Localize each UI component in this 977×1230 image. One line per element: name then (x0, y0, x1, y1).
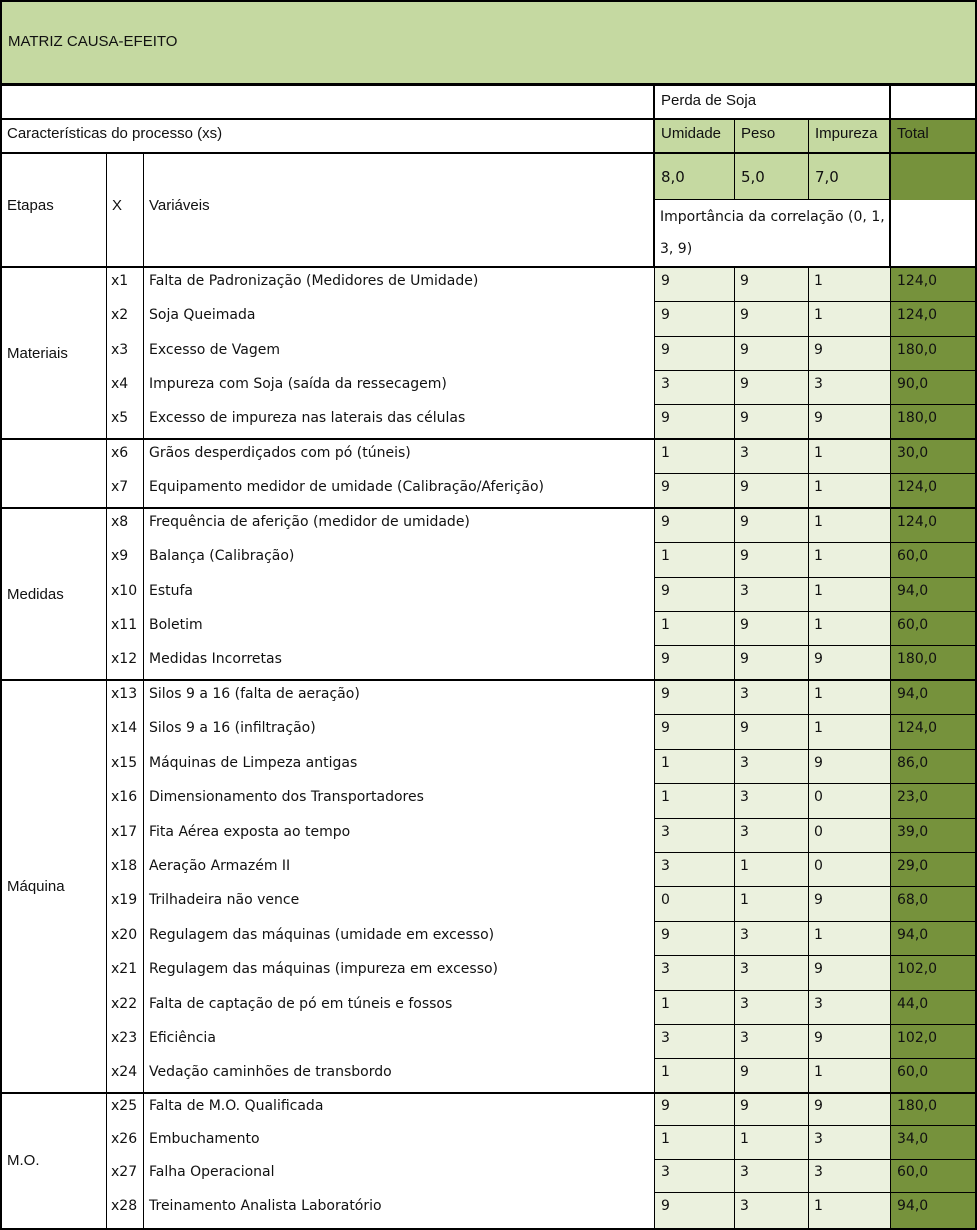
impureza-value: 9 (814, 342, 823, 358)
umidade-column-header: Umidade (661, 125, 722, 142)
peso-value: 9 (740, 410, 749, 426)
total-value: 124,0 (897, 307, 938, 323)
impureza-value: 9 (814, 410, 823, 426)
row-separator (654, 955, 975, 956)
table-left-border (0, 84, 2, 1230)
variable-id: x20 (111, 927, 138, 943)
x-column-line (106, 267, 107, 1228)
row-separator (654, 473, 975, 474)
total-value: 23,0 (897, 789, 929, 805)
impureza-value: 1 (814, 686, 823, 702)
variable-name: Dimensionamento dos Transportadores (149, 789, 424, 805)
group-separator (0, 1092, 977, 1094)
umidade-value: 1 (661, 789, 670, 805)
peso-value: 3 (740, 1198, 749, 1214)
row-separator (654, 783, 975, 784)
row-separator (654, 1024, 975, 1025)
umidade-value: 3 (661, 824, 670, 840)
row-separator (654, 336, 975, 337)
peso-value: 3 (740, 824, 749, 840)
table-top-border (0, 84, 977, 86)
umidade-value: 9 (661, 307, 670, 323)
total-value: 94,0 (897, 927, 929, 943)
variaveis-label: Variáveis (149, 197, 210, 214)
row-separator (654, 1125, 975, 1126)
row-separator (654, 577, 975, 578)
variable-name: Treinamento Analista Laboratório (149, 1198, 382, 1214)
impureza-value: 9 (814, 1030, 823, 1046)
impureza-value: 1 (814, 273, 823, 289)
impureza-left-line (808, 267, 809, 1228)
umidade-value: 9 (661, 514, 670, 530)
peso-value: 3 (740, 961, 749, 977)
variable-name: Frequência de aferição (medidor de umidade) (149, 514, 470, 530)
peso-value: 9 (740, 720, 749, 736)
row-separator (654, 852, 975, 853)
row-separator (654, 404, 975, 405)
variable-id: x11 (111, 617, 138, 633)
variable-id: x28 (111, 1198, 138, 1214)
perda-de-soja-label: Perda de Soja (661, 92, 757, 109)
row-separator (654, 921, 975, 922)
peso-value: 3 (740, 686, 749, 702)
umidade-value: 9 (661, 651, 670, 667)
header-line-3 (0, 152, 977, 154)
x-column-header-line (106, 153, 107, 267)
matrix-title: MATRIZ CAUSA-EFEITO (0, 0, 977, 85)
variable-id: x23 (111, 1030, 138, 1046)
total-value: 124,0 (897, 479, 938, 495)
impureza-value: 9 (814, 755, 823, 771)
process-characteristics-label: Características do processo (xs) (7, 125, 223, 142)
row-separator (654, 1192, 975, 1193)
peso-value: 9 (740, 1098, 749, 1114)
row-separator (654, 749, 975, 750)
total-value: 102,0 (897, 961, 938, 977)
impureza-value: 1 (814, 1198, 823, 1214)
impureza-value: 1 (814, 445, 823, 461)
umidade-value: 1 (661, 548, 670, 564)
values-left-header-line (653, 85, 655, 267)
row-separator (654, 542, 975, 543)
umidade-value: 9 (661, 1098, 670, 1114)
total-value: 180,0 (897, 342, 938, 358)
peso-value: 3 (740, 755, 749, 771)
umidade-value: 9 (661, 479, 670, 495)
variable-name: Falta de captação de pó em túneis e fossos (149, 996, 453, 1012)
row-separator (654, 714, 975, 715)
row-separator (654, 1058, 975, 1059)
peso-value: 3 (740, 583, 749, 599)
impureza-value: 1 (814, 583, 823, 599)
variable-id: x9 (111, 548, 129, 564)
variable-name: Boletim (149, 617, 203, 633)
impureza-weight: 7,0 (815, 168, 839, 186)
variable-name: Eficiência (149, 1030, 216, 1046)
umidade-value: 1 (661, 617, 670, 633)
peso-value: 9 (740, 651, 749, 667)
header-line-2 (0, 118, 977, 120)
umidade-value: 0 (661, 892, 670, 908)
peso-left-header-line (734, 119, 735, 200)
total-value: 60,0 (897, 1164, 929, 1180)
peso-value: 3 (740, 1164, 749, 1180)
peso-value: 9 (740, 273, 749, 289)
impureza-value: 3 (814, 1131, 823, 1147)
umidade-value: 9 (661, 410, 670, 426)
peso-column-header: Peso (741, 125, 776, 142)
total-value: 86,0 (897, 755, 929, 771)
group-separator (0, 438, 977, 440)
values-left-line (654, 267, 655, 1228)
peso-value: 3 (740, 996, 749, 1012)
variable-id: x18 (111, 858, 138, 874)
total-value: 94,0 (897, 583, 929, 599)
variable-name: Balança (Calibração) (149, 548, 295, 564)
peso-value: 9 (740, 548, 749, 564)
group-label-4: M.O. (7, 1152, 40, 1169)
total-value: 180,0 (897, 651, 938, 667)
group-label-2: Medidas (7, 585, 64, 603)
var-column-header-line (143, 153, 144, 267)
umidade-value: 3 (661, 1164, 670, 1180)
impureza-value: 9 (814, 651, 823, 667)
variable-name: Excesso de impureza nas laterais das células (149, 410, 466, 426)
x-label: X (112, 197, 123, 214)
variable-id: x14 (111, 720, 138, 736)
variable-name: Impureza com Soja (saída da ressecagem) (149, 376, 447, 392)
total-value: 102,0 (897, 1030, 938, 1046)
variable-name: Silos 9 a 16 (falta de aeração) (149, 686, 360, 702)
total-value: 94,0 (897, 686, 929, 702)
peso-value: 9 (740, 1064, 749, 1080)
umidade-weight: 8,0 (661, 168, 685, 186)
variable-name: Equipamento medidor de umidade (Calibração/Aferição) (149, 479, 544, 495)
variable-id: x6 (111, 445, 129, 461)
var-column-line (143, 267, 144, 1228)
total-value: 34,0 (897, 1131, 929, 1147)
variable-id: x13 (111, 686, 138, 702)
umidade-value: 9 (661, 583, 670, 599)
total-value: 124,0 (897, 514, 938, 530)
group-label-1 (7, 439, 103, 508)
variable-id: x2 (111, 307, 129, 323)
header-line-4 (654, 199, 890, 200)
impureza-value: 3 (814, 996, 823, 1012)
impureza-value: 3 (814, 1164, 823, 1180)
group-label-3: Máquina (7, 878, 65, 895)
total-value: 30,0 (897, 445, 929, 461)
peso-value: 3 (740, 445, 749, 461)
variable-id: x25 (111, 1098, 138, 1114)
peso-value: 1 (740, 892, 749, 908)
impureza-column-header: Impureza (815, 125, 878, 142)
variable-name: Regulagem das máquinas (umidade em excesso) (149, 927, 495, 943)
impureza-value: 1 (814, 927, 823, 943)
peso-value: 9 (740, 376, 749, 392)
variable-id: x7 (111, 479, 129, 495)
group-label-0: Materiais (7, 344, 68, 362)
importance-note: Importância da correlação (0, 1, 3, 9) (660, 209, 885, 257)
impureza-value: 1 (814, 307, 823, 323)
impureza-value: 9 (814, 892, 823, 908)
peso-value: 3 (740, 789, 749, 805)
variable-name: Grãos desperdiçados com pó (túneis) (149, 445, 411, 461)
row-separator (654, 301, 975, 302)
impureza-left-header-line (808, 119, 809, 200)
variable-id: x12 (111, 651, 138, 667)
variable-id: x19 (111, 892, 138, 908)
variable-name: Medidas Incorretas (149, 651, 282, 667)
group-separator (0, 507, 977, 509)
umidade-value: 3 (661, 1030, 670, 1046)
peso-value: 9 (740, 617, 749, 633)
variable-name: Vedação caminhões de transbordo (149, 1064, 392, 1080)
impureza-value: 0 (814, 858, 823, 874)
total-value: 180,0 (897, 410, 938, 426)
variable-id: x27 (111, 1164, 138, 1180)
peso-value: 1 (740, 858, 749, 874)
variable-id: x8 (111, 514, 129, 530)
total-left-line (890, 267, 891, 1228)
variable-name: Aeração Armazém II (149, 858, 291, 874)
variable-name: Soja Queimada (149, 307, 256, 323)
total-value: 124,0 (897, 273, 938, 289)
row-separator (654, 990, 975, 991)
total-value: 90,0 (897, 376, 929, 392)
total-value: 60,0 (897, 1064, 929, 1080)
variable-name: Falha Operacional (149, 1164, 275, 1180)
umidade-value: 9 (661, 273, 670, 289)
total-value: 60,0 (897, 617, 929, 633)
peso-value: 9 (740, 479, 749, 495)
impureza-value: 1 (814, 548, 823, 564)
variable-id: x5 (111, 410, 129, 426)
peso-value: 9 (740, 514, 749, 530)
group-separator (0, 679, 977, 681)
umidade-value: 3 (661, 858, 670, 874)
row-separator (654, 611, 975, 612)
etapas-label: Etapas (7, 197, 54, 214)
impureza-value: 0 (814, 789, 823, 805)
peso-left-line (734, 267, 735, 1228)
total-value: 124,0 (897, 720, 938, 736)
impureza-value: 1 (814, 479, 823, 495)
umidade-value: 9 (661, 342, 670, 358)
total-column-header: Total (897, 125, 929, 142)
total-value: 39,0 (897, 824, 929, 840)
variable-name: Falta de M.O. Qualificada (149, 1098, 324, 1114)
umidade-value: 1 (661, 445, 670, 461)
impureza-value: 3 (814, 376, 823, 392)
total-value: 60,0 (897, 548, 929, 564)
peso-value: 9 (740, 342, 749, 358)
variable-id: x3 (111, 342, 129, 358)
umidade-value: 9 (661, 927, 670, 943)
total-value: 44,0 (897, 996, 929, 1012)
umidade-value: 3 (661, 961, 670, 977)
variable-name: Embuchamento (149, 1131, 260, 1147)
umidade-value: 1 (661, 1064, 670, 1080)
umidade-value: 9 (661, 686, 670, 702)
variable-name: Fita Aérea exposta ao tempo (149, 824, 351, 840)
impureza-value: 1 (814, 720, 823, 736)
variable-id: x10 (111, 583, 138, 599)
peso-value: 3 (740, 1030, 749, 1046)
row-separator (654, 818, 975, 819)
umidade-value: 1 (661, 755, 670, 771)
variable-name: Excesso de Vagem (149, 342, 280, 358)
peso-value: 9 (740, 307, 749, 323)
header-bottom-line (0, 266, 977, 268)
variable-id: x1 (111, 273, 129, 289)
variable-name: Máquinas de Limpeza antigas (149, 755, 358, 771)
peso-weight: 5,0 (741, 168, 765, 186)
impureza-value: 9 (814, 1098, 823, 1114)
row-separator (654, 370, 975, 371)
variable-id: x26 (111, 1131, 138, 1147)
variable-id: x4 (111, 376, 129, 392)
peso-value: 3 (740, 927, 749, 943)
variable-id: x24 (111, 1064, 138, 1080)
umidade-value: 1 (661, 996, 670, 1012)
impureza-value: 1 (814, 1064, 823, 1080)
impureza-value: 9 (814, 961, 823, 977)
impureza-value: 1 (814, 514, 823, 530)
variable-id: x17 (111, 824, 138, 840)
variable-name: Falta de Padronização (Medidores de Umidade) (149, 273, 479, 289)
total-value: 180,0 (897, 1098, 938, 1114)
row-separator (654, 886, 975, 887)
variable-id: x21 (111, 961, 138, 977)
umidade-value: 9 (661, 720, 670, 736)
variable-id: x15 (111, 755, 138, 771)
variable-name: Silos 9 a 16 (infiltração) (149, 720, 316, 736)
variable-name: Trilhadeira não vence (149, 892, 300, 908)
impureza-value: 0 (814, 824, 823, 840)
row-separator (654, 1159, 975, 1160)
variable-id: x22 (111, 996, 138, 1012)
peso-value: 1 (740, 1131, 749, 1147)
impureza-value: 1 (814, 617, 823, 633)
total-left-header-line (889, 85, 891, 267)
total-value: 94,0 (897, 1198, 929, 1214)
variable-name: Estufa (149, 583, 194, 599)
umidade-value: 9 (661, 1198, 670, 1214)
variable-id: x16 (111, 789, 138, 805)
umidade-value: 3 (661, 376, 670, 392)
umidade-value: 1 (661, 1131, 670, 1147)
row-separator (654, 645, 975, 646)
total-value: 68,0 (897, 892, 929, 908)
total-value: 29,0 (897, 858, 929, 874)
variable-name: Regulagem das máquinas (impureza em excesso) (149, 961, 499, 977)
